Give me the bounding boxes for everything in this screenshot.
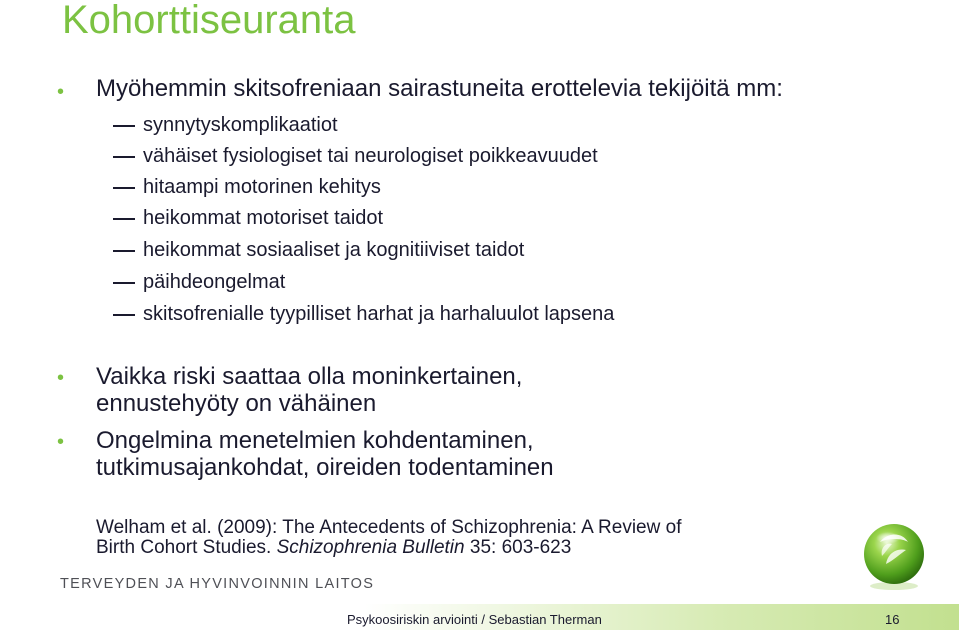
reference-line1: Welham et al. (2009): The Antecedents of Schizophrenia: A Review of: [96, 517, 682, 538]
sub-bullet-text: heikommat motoriset taidot: [143, 207, 384, 229]
sub-bullet-text: vähäiset fysiologiset tai neurologiset poikkeavuudet: [143, 145, 598, 167]
dash-marker: [113, 125, 135, 127]
reference-line2: [96, 538, 681, 558]
sub-bullet-text: heikommat sosiaaliset ja kognitiiviset taidot: [143, 239, 525, 261]
bullet-marker: •: [57, 81, 65, 103]
sub-bullet-text: skitsofrenialle tyypilliset harhat ja harhaluulot lapsena: [143, 303, 615, 325]
dash-marker: [113, 156, 135, 158]
bullet-text: Myöhemmin skitsofreniaan sairastuneita erottelevia tekijöitä mm:: [96, 75, 783, 102]
slide-number: 16: [885, 612, 900, 627]
reference-suffix: 35: 603-623: [464, 537, 572, 558]
reference: [96, 518, 681, 558]
dash-marker: [113, 250, 135, 252]
bullet-text-line1: Ongelmina menetelmien kohdentaminen,: [96, 427, 534, 454]
sub-bullet-text: päihdeongelmat: [143, 271, 286, 293]
sub-bullet-text: hitaampi motorinen kehitys: [143, 176, 381, 198]
reference-journal: Schizophrenia Bulletin: [276, 537, 465, 558]
bullet-text-line2: tutkimusajankohdat, oireiden todentaminen: [96, 454, 554, 481]
footer-bar: [0, 604, 959, 630]
dash-marker: [113, 187, 135, 189]
bullet-marker: •: [57, 431, 65, 453]
dash-marker: [113, 218, 135, 220]
footer-text: Psykoosiriskin arviointi / Sebastian Therman: [347, 612, 602, 627]
dash-marker: [113, 282, 135, 284]
slide-title: Kohorttiseuranta: [62, 0, 356, 42]
bullet-text-line2: ennustehyöty on vähäinen: [96, 390, 377, 417]
bullet-text-line1: Vaikka riski saattaa olla moninkertainen,: [96, 363, 523, 390]
reference-prefix: Birth Cohort Studies.: [96, 537, 277, 558]
green-sphere-logo-icon: [858, 520, 930, 592]
bullet-marker: •: [57, 367, 65, 389]
organization-name: TERVEYDEN JA HYVINVOINNIN LAITOS: [60, 576, 375, 592]
dash-marker: [113, 314, 135, 316]
sub-bullet-text: synnytyskomplikaatiot: [143, 114, 338, 136]
